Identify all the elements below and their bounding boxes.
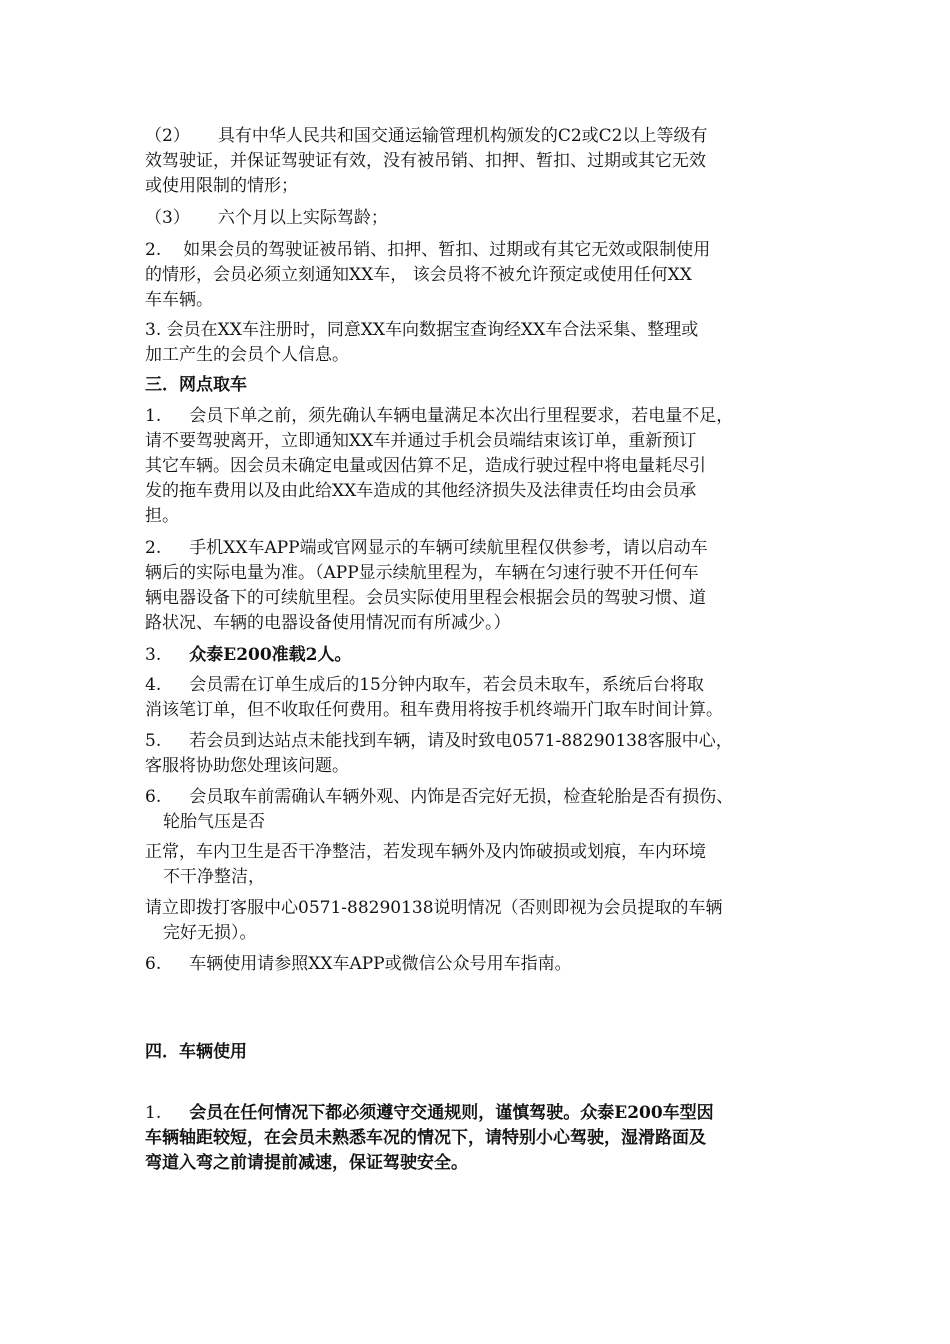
item-number: 5. xyxy=(145,731,162,751)
paragraph-safe-driving xyxy=(145,1101,820,1176)
text-line: 的情形，会员必须立刻通知XX车， 该会员将不被允许预定或使用任何XX xyxy=(145,265,692,285)
text-line: 效驾驶证，并保证驾驶证有效，没有被吊销、扣押、暂扣、过期或其它无效 xyxy=(145,151,706,171)
paragraph-seating-capacity xyxy=(145,643,820,668)
item-number: 2. xyxy=(145,538,162,558)
paragraph-range-reference xyxy=(145,536,820,636)
text-line: 会员需在订单生成后的15分钟内取车，若会员未取车，系统后台将取 xyxy=(189,675,704,695)
text-line: 如果会员的驾驶证被吊销、扣押、暂扣、过期或有其它无效或限制使用 xyxy=(183,240,711,260)
text-line: 担。 xyxy=(145,506,179,526)
text-line: 不干净整洁， xyxy=(163,867,265,887)
text-line: 3. 会员在XX车注册时，同意XX车向数据宝查询经XX车合法采集、整理或 xyxy=(145,320,699,340)
text-line: 辆后的实际电量为准。（APP显示续航里程为，车辆在匀速行驶不开任何车 xyxy=(145,563,699,583)
section-heading-vehicle-use: 四．车辆使用 xyxy=(145,1042,247,1062)
text-line: 车辆使用请参照XX车APP或微信公众号用车指南。 xyxy=(189,954,572,974)
paragraph-battery-check xyxy=(145,404,820,529)
text-line: 手机XX车APP端或官网显示的车辆可续航里程仅供参考，请以启动车 xyxy=(189,538,708,558)
text-line: 会员在任何情况下都必须遵守交通规则，谨慎驾驶。众泰E200车型因 xyxy=(189,1103,714,1123)
text-line: 完好无损）。 xyxy=(163,923,257,943)
text-line: 具有中华人民共和国交通运输管理机构颁发的C2或C2以上等级有 xyxy=(217,126,708,146)
text-line: 其它车辆。因会员未确定电量或因估算不足，造成行驶过程中将电量耗尽引 xyxy=(145,456,706,476)
text-line: 若会员到达站点未能找到车辆，请及时致电0571-88290138客服中心， xyxy=(189,731,733,751)
item-number: 1. xyxy=(145,1103,162,1123)
text-line: 发的拖车费用以及由此给XX车造成的其他经济损失及法律责任均由会员承 xyxy=(145,481,697,501)
item-number: 6. xyxy=(145,954,162,974)
text-line: 会员下单之前，须先确认车辆电量满足本次出行里程要求，若电量不足， xyxy=(189,406,734,426)
paragraph-vehicle-inspection xyxy=(145,785,820,835)
item-number: 6. xyxy=(145,787,162,807)
paragraph-pickup-window xyxy=(145,673,820,723)
item-number: 1. xyxy=(145,406,162,426)
paragraph-registration-consent xyxy=(145,318,820,368)
item-number: 2. xyxy=(145,240,162,260)
text-line: 轮胎气压是否 xyxy=(163,812,265,832)
text-line: 加工产生的会员个人信息。 xyxy=(145,345,349,365)
paragraph-license-revoked xyxy=(145,238,820,313)
item-number: 3. xyxy=(145,645,162,665)
text-line: 客服将协助您处理该问题。 xyxy=(145,756,349,776)
text-line: 弯道入弯之前请提前减速，保证驾驶安全。 xyxy=(145,1153,468,1173)
text-line: 会员取车前需确认车辆外观、内饰是否完好无损，检查轮胎是否有损伤、 xyxy=(189,787,734,807)
text-line: 六个月以上实际驾龄； xyxy=(217,208,388,228)
text-line: 或使用限制的情形； xyxy=(145,176,298,196)
text-line: 正常，车内卫生是否干净整洁，若发现车辆外及内饰破损或划痕，车内环境 xyxy=(145,842,706,862)
text-line: 请立即拨打客服中心0571-88290138说明情况（否则即视为会员提取的车辆 xyxy=(145,898,723,918)
text-line: 众泰E200准载2人。 xyxy=(189,645,352,665)
item-number: （3） xyxy=(145,208,190,228)
text-line: 车车辆。 xyxy=(145,290,213,310)
paragraph-driving-experience xyxy=(145,206,820,231)
paragraph-usage-guide xyxy=(145,952,820,977)
item-number: 4. xyxy=(145,675,162,695)
text-line: 消该笔订单，但不收取任何费用。租车费用将按手机终端开门取车时间计算。 xyxy=(145,700,723,720)
paragraph-license-requirement xyxy=(145,124,820,199)
item-number: （2） xyxy=(145,126,190,146)
paragraph-report-damage xyxy=(145,896,820,946)
text-line: 路状况、车辆的电器设备使用情况而有所减少。） xyxy=(145,613,511,633)
section-heading-pickup: 三．网点取车 xyxy=(145,375,247,395)
text-line: 辆电器设备下的可续航里程。会员实际使用里程会根据会员的驾驶习惯、道 xyxy=(145,588,706,608)
paragraph-vehicle-not-found xyxy=(145,729,820,779)
paragraph-vehicle-inspection-cont xyxy=(145,840,820,890)
text-line: 请不要驾驶离开，立即通知XX车并通过手机会员端结束该订单，重新预订 xyxy=(145,431,697,451)
text-line: 车辆轴距较短，在会员未熟悉车况的情况下，请特别小心驾驶，湿滑路面及 xyxy=(145,1128,706,1148)
